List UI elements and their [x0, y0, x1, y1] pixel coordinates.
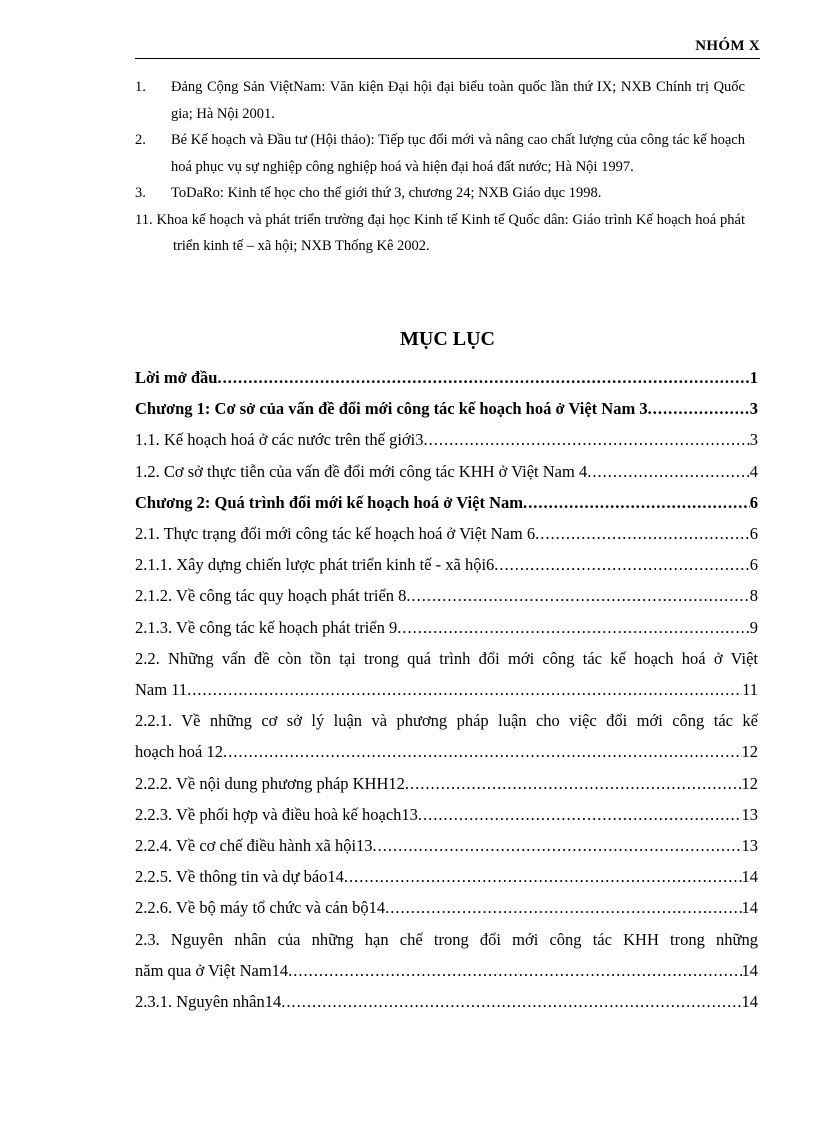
toc-entry-label: 2.2.6. Về bộ máy tổ chức và cán bộ14: [135, 898, 386, 918]
toc-page-number: 12: [741, 773, 758, 793]
toc-entry-label: 2.1. Thực trạng đổi mới công tác kế hoạch hoá ở Việt Nam 6: [135, 524, 536, 544]
toc-entry-label: Lời mở đầu: [135, 368, 218, 387]
toc-entry-label: năm qua ở Việt Nam14: [135, 960, 289, 980]
toc-entry[interactable]: [135, 549, 758, 580]
toc-entry[interactable]: [135, 705, 758, 767]
toc-entry-label: 2.2.5. Về thông tin và dự báo14: [135, 867, 344, 887]
toc-entry[interactable]: [135, 924, 758, 986]
toc-entry-label: 2.2.3. Về phối hợp và điều hoà kế hoạch13: [135, 804, 418, 824]
toc-entry[interactable]: [135, 424, 758, 455]
reference-text: ToDaRo: Kinh tế học cho thế giới thứ 3, chương 24; NXB Giáo dục 1998.: [171, 185, 602, 201]
reference-number: 3.: [135, 185, 146, 201]
toc-entry[interactable]: [135, 861, 758, 892]
toc-entry[interactable]: [135, 456, 758, 487]
reference-item: [135, 207, 745, 260]
toc-leader-dots: [535, 518, 750, 549]
toc-leader-dots: [494, 549, 749, 580]
toc-page-number: 12: [741, 742, 758, 762]
toc-page-number: 6: [749, 492, 758, 512]
toc-page-number: 1: [749, 368, 758, 387]
reference-list: [135, 74, 745, 260]
toc-page-number: 11: [742, 680, 758, 700]
toc-page-number: 4: [749, 461, 758, 481]
toc-entry[interactable]: [135, 643, 758, 705]
toc-leader-dots: [648, 393, 750, 424]
toc-entry[interactable]: [135, 799, 758, 830]
toc-page-number: 9: [749, 617, 758, 637]
toc-entry[interactable]: [135, 580, 758, 611]
toc-leader-dots: [523, 487, 750, 518]
toc-entry[interactable]: [135, 986, 758, 1017]
toc-leader-dots: [281, 986, 741, 1017]
toc-entry-label: hoạch hoá 12: [135, 742, 223, 762]
toc-page-number: 3: [749, 399, 758, 419]
toc-page-number: 3: [749, 430, 758, 450]
page-header: [135, 34, 760, 59]
reference-text: Đảng Cộng Sản ViệtNam: Văn kiện Đại hội đại biểu toàn quốc lần thứ IX; NXB Chính trị Quốc gia; Hà Nội 2001.: [171, 79, 745, 122]
toc-entry[interactable]: [135, 362, 758, 393]
toc-entry[interactable]: [135, 487, 758, 518]
toc-entry-label: 2.2.2. Về nội dung phương pháp KHH12: [135, 773, 405, 793]
reference-number: 1.: [135, 79, 146, 95]
toc-page-number: 14: [741, 960, 758, 980]
reference-text: Khoa kế hoạch và phát triển trường đại học Kinh tế Kinh tế Quốc dân: Giáo trình Kế hoạch hoá phát triển kinh tế – xã hội; NXB Thống Kê 2002.: [156, 211, 745, 254]
toc-entry-label: 2.1.3. Về công tác kế hoạch phát triển 9: [135, 617, 398, 637]
toc-page-number: 8: [749, 586, 758, 606]
table-of-contents: [135, 362, 758, 1017]
toc-leader-dots: [405, 768, 742, 799]
toc-page-number: 6: [749, 524, 758, 544]
toc-entry-label: 2.1.1. Xây dựng chiến lược phát triển kinh tế - xã hội6: [135, 555, 495, 575]
toc-entry[interactable]: [135, 612, 758, 643]
toc-entry-text-line: 2.3. Nguyên nhân của những hạn chế trong đổi mới công tác KHH trong những: [135, 929, 758, 949]
toc-entry-label: 1.2. Cơ sở thực tiễn của vấn đề đổi mới công tác KHH ở Việt Nam 4: [135, 461, 588, 481]
toc-entry-label: 2.2.4. Về cơ chế điều hành xã hội13: [135, 836, 373, 856]
toc-page-number: 6: [749, 555, 758, 575]
reference-text: Bé Kế hoạch và Đầu tư (Hội thảo): Tiếp tục đổi mới và nâng cao chất lượng của công tác kế hoạch hoá phục vụ sự nghiệp công nghiệp hoá và hiện đại hoá đất nước; Hà Nội 1997.: [171, 132, 745, 175]
toc-page-number: 14: [741, 867, 758, 887]
toc-entry-label: Nam 11: [135, 680, 188, 700]
toc-entry[interactable]: [135, 768, 758, 799]
toc-entry-label: Chương 2: Quá trình đổi mới kế hoạch hoá ở Việt Nam: [135, 492, 523, 512]
toc-leader-dots: [288, 955, 741, 986]
toc-leader-dots: [223, 736, 742, 767]
toc-title: MỤC LỤC: [400, 328, 495, 350]
toc-page-number: 13: [741, 836, 758, 856]
toc-entry-label: 2.1.2. Về công tác quy hoạch phát triển 8: [135, 586, 407, 606]
header-title: NHÓM X: [695, 38, 760, 54]
toc-leader-dots: [587, 456, 750, 487]
toc-entry-text-line: 2.2. Những vấn đề còn tồn tại trong quá trình đổi mới công tác kế hoạch hoá ở Việt: [135, 648, 758, 668]
toc-leader-dots: [423, 424, 749, 455]
toc-page-number: 14: [741, 992, 758, 1012]
reference-number: 11.: [135, 211, 153, 228]
toc-leader-dots: [418, 799, 742, 830]
toc-entry-label: 2.3.1. Nguyên nhân14: [135, 992, 282, 1012]
toc-leader-dots: [385, 892, 741, 923]
toc-leader-dots: [406, 580, 749, 611]
toc-leader-dots: [397, 612, 750, 643]
reference-item: [135, 127, 745, 180]
toc-entry-text-line: 2.2.1. Về những cơ sở lý luận và phương pháp luận cho việc đổi mới công tác kế: [135, 711, 758, 731]
toc-leader-dots: [373, 830, 742, 861]
reference-item: [135, 74, 745, 127]
toc-page-number: 13: [741, 804, 758, 824]
toc-entry[interactable]: [135, 393, 758, 424]
toc-entry[interactable]: [135, 892, 758, 923]
toc-leader-dots: [187, 674, 742, 705]
toc-page-number: 14: [741, 898, 758, 918]
toc-entry[interactable]: [135, 830, 758, 861]
reference-item: [135, 180, 745, 207]
reference-number: 2.: [135, 132, 146, 148]
toc-entry[interactable]: [135, 518, 758, 549]
toc-entry-label: 1.1. Kế hoạch hoá ở các nước trên thế giới3: [135, 430, 424, 450]
toc-leader-dots: [344, 861, 742, 892]
toc-entry-label: Chương 1: Cơ sở của vấn đề đổi mới công tác kế hoạch hoá ở Việt Nam 3: [135, 399, 648, 419]
toc-leader-dots: [217, 362, 749, 393]
